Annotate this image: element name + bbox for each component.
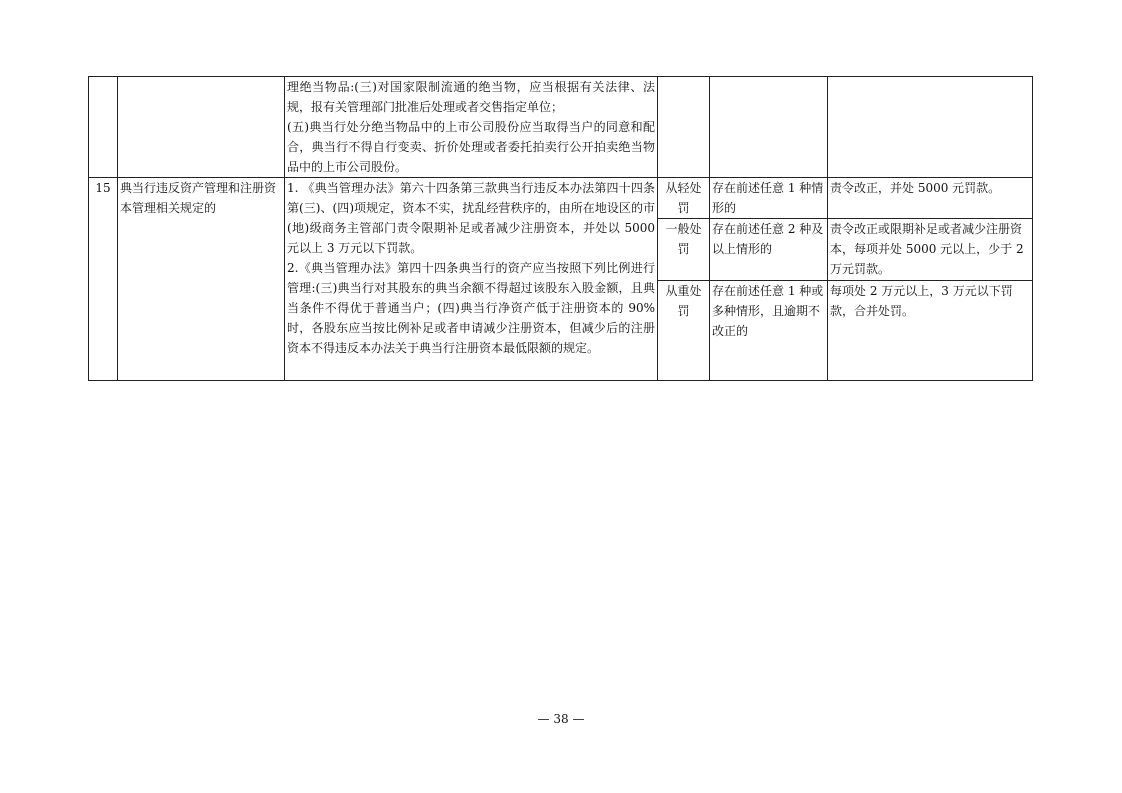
- violation-item-title: 典当行违反资产管理和注册资本管理相关规定的: [118, 178, 285, 381]
- legal-basis-text: 2.《典当管理办法》第四十四条典当行的资产应当按照下列比例进行管理:(三)典当行对其股东的典当余额不得超过该股东入股金额，且典当条件不得优于普通当户；(四)典当行净资产低于注册资本的 90%时，各股东应当按比例补足或者申请减少注册资本，但减少后的注册资本不得违反本办法关于典当行注册资本最低限额的规定。: [287, 261, 655, 355]
- penalty-condition-general: 存在前述任意 2 种及以上情形的: [710, 219, 828, 281]
- penalty-standard-table: [88, 76, 1033, 381]
- item-number: 15: [89, 178, 118, 381]
- table-row-item-15: [89, 178, 1033, 219]
- number-cell-empty: [89, 77, 118, 178]
- penalty-measure-light: 责令改正，并处 5000 元罚款。: [828, 178, 1033, 219]
- penalty-level-light: 从轻处罚: [658, 178, 710, 219]
- legal-basis-text: 1. 《典当管理办法》第六十四条第三款典当行违反本办法第四十四条第(三)、(四)项规定，资本不实，扰乱经营秩序的，由所在地设区的市(地)级商务主管部门责令限期补足或者减少注册资本，并处以 5000 元以上 3 万元以下罚款。: [287, 181, 655, 255]
- penalty-level-general: 一般处罚: [658, 219, 710, 281]
- legal-basis-cell: [285, 178, 658, 381]
- penalty-level-cell-empty: [658, 77, 710, 178]
- item-cell-empty: [118, 77, 285, 178]
- table-row-continuation: [89, 77, 1033, 178]
- legal-basis-text: 理绝当物品:(三)对国家限制流通的绝当物，应当根据有关法律、法规，报有关管理部门批准后处理或者交售指定单位；: [287, 80, 655, 114]
- penalty-level-heavy: 从重处罚: [658, 281, 710, 381]
- penalty-cell-empty: [828, 77, 1033, 178]
- page-number: — 38 —: [537, 712, 585, 726]
- legal-basis-text: (五)典当行处分绝当物品中的上市公司股份应当取得当户的同意和配合，典当行不得自行变卖、折价处理或者委托拍卖行公开拍卖绝当物品中的上市公司股份。: [287, 120, 655, 174]
- condition-cell-empty: [710, 77, 828, 178]
- penalty-measure-heavy: 每项处 2 万元以上，3 万元以下罚款，合并处罚。: [828, 281, 1033, 381]
- penalty-condition-heavy: 存在前述任意 1 种或多种情形，且逾期不改正的: [710, 281, 828, 381]
- penalty-condition-light: 存在前述任意 1 种情形的: [710, 178, 828, 219]
- penalty-measure-general: 责令改正或限期补足或者减少注册资本，每项并处 5000 元以上，少于 2 万元罚款。: [828, 219, 1033, 281]
- legal-basis-cell-continuation: [285, 77, 658, 178]
